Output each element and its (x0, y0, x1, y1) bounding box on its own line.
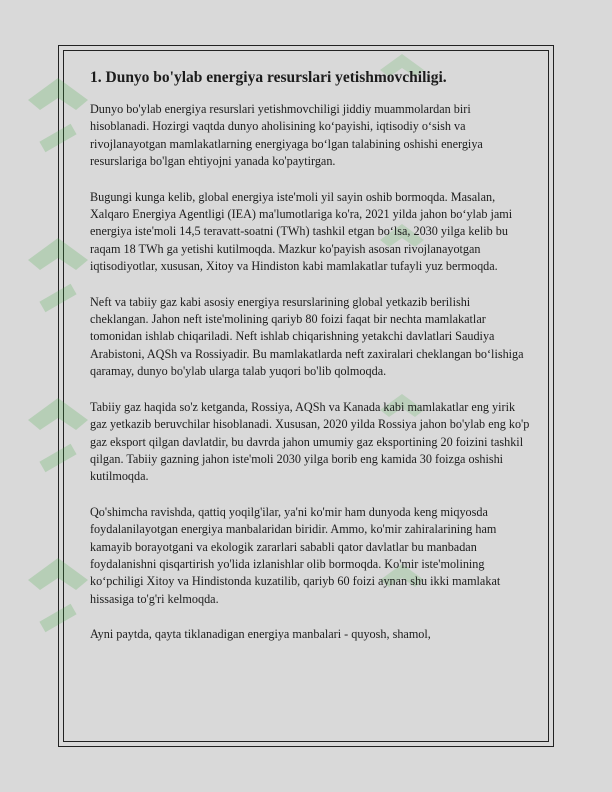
document-body (90, 68, 530, 662)
paragraph-renewables: Ayni paytda, qayta tiklanadigan energiya manbalari - quyosh, shamol, (90, 627, 431, 642)
paragraph-oil-supply: Neft va tabiiy gaz kabi asosiy energiya resurslarining global yetkazib berilishi cheklangan. Jahon neft iste'molining qariyb 80 foizi faqat bir nechta mamlakatlar tomonidan ishlab chiqariladi. Neft ishlab chiqarishning yetakchi davlatlari Saudiya Arabistoni, AQSh va Rossiyadir. Bu mamlakatlarda neft zaxiralari cheklangan bo‘lishiga qaramay, dunyo bo'ylab ularga talab yuqori bo'lib qolmoqda. (90, 294, 524, 379)
paragraph-intro: Dunyo bo'ylab energiya resurslari yetishmovchiligi jiddiy muammolardan biri hisoblanadi. Hozirgi vaqtda dunyo aholisining ko‘payishi, iqtisodiy o‘sish va rivojlanayotgan mamlakatlarning energiyaga bo‘lgan talabining oshishi energiya resurslariga bo'lgan ehtiyojni yanada ko'paytirgan. (90, 102, 483, 169)
paragraph-coal: Qo'shimcha ravishda, qattiq yoqilg'ilar, ya'ni ko'mir ham dunyoda keng miqyosda foydalanilayotgan energiya manbalaridan biridir. Ammo, ko'mir zahiralarining ham kamayib borayotgani va ekologik zararlari sababli qator davlatlar bu manbadan foydalanishni qisqartirish yo'lida izlanishlar olib bormoqda. Ko'mir iste'molining ko‘pchiligi Xitoy va Hindistonda kuzatilib, qariyb 60 foizi aynan shu ikki mamlakat hissasiga to'g'ri kelmoqda. (90, 504, 501, 606)
paragraph-natural-gas: Tabiiy gaz haqida so'z ketganda, Rossiya, AQSh va Kanada kabi mamlakatlar eng yirik gaz yetkazib beruvchilar hisoblanadi. Xususan, 2020 yilda Rossiya jahon bo'ylab eng ko'p gaz eksport qilgan davlatdir, bu davrda jahon umumiy gaz eksportining 20 foizini tashkil qilgan. Tabiiy gazning jahon iste'moli 2030 yilga borib eng kamida 30 foizga oshishi kutilmoqda. (90, 399, 530, 484)
section-heading: 1. Dunyo bo'ylab energiya resurslari yetishmovchiligi. (90, 69, 447, 86)
paragraph-global-consumption: Bugungi kunga kelib, global energiya iste'moli yil sayin oshib bormoqda. Masalan, Xalqaro Energiya Agentligi (IEA) ma'lumotlariga ko'ra, 2021 yilda jahon bo‘ylab jami energiya iste'moli 14,5 teravatt-soatni (TWh) tashkil etgan bo‘lsa, 2030 yilga kelib bu raqam 18 TWh ga yetishi kutilmoqda. Mazkur ko'payish asosan rivojlanayotgan iqtisodiyotlar, xususan, Xitoy va Hindiston kabi mamlakatlar tufayli yuz bermoqda. (90, 189, 513, 274)
